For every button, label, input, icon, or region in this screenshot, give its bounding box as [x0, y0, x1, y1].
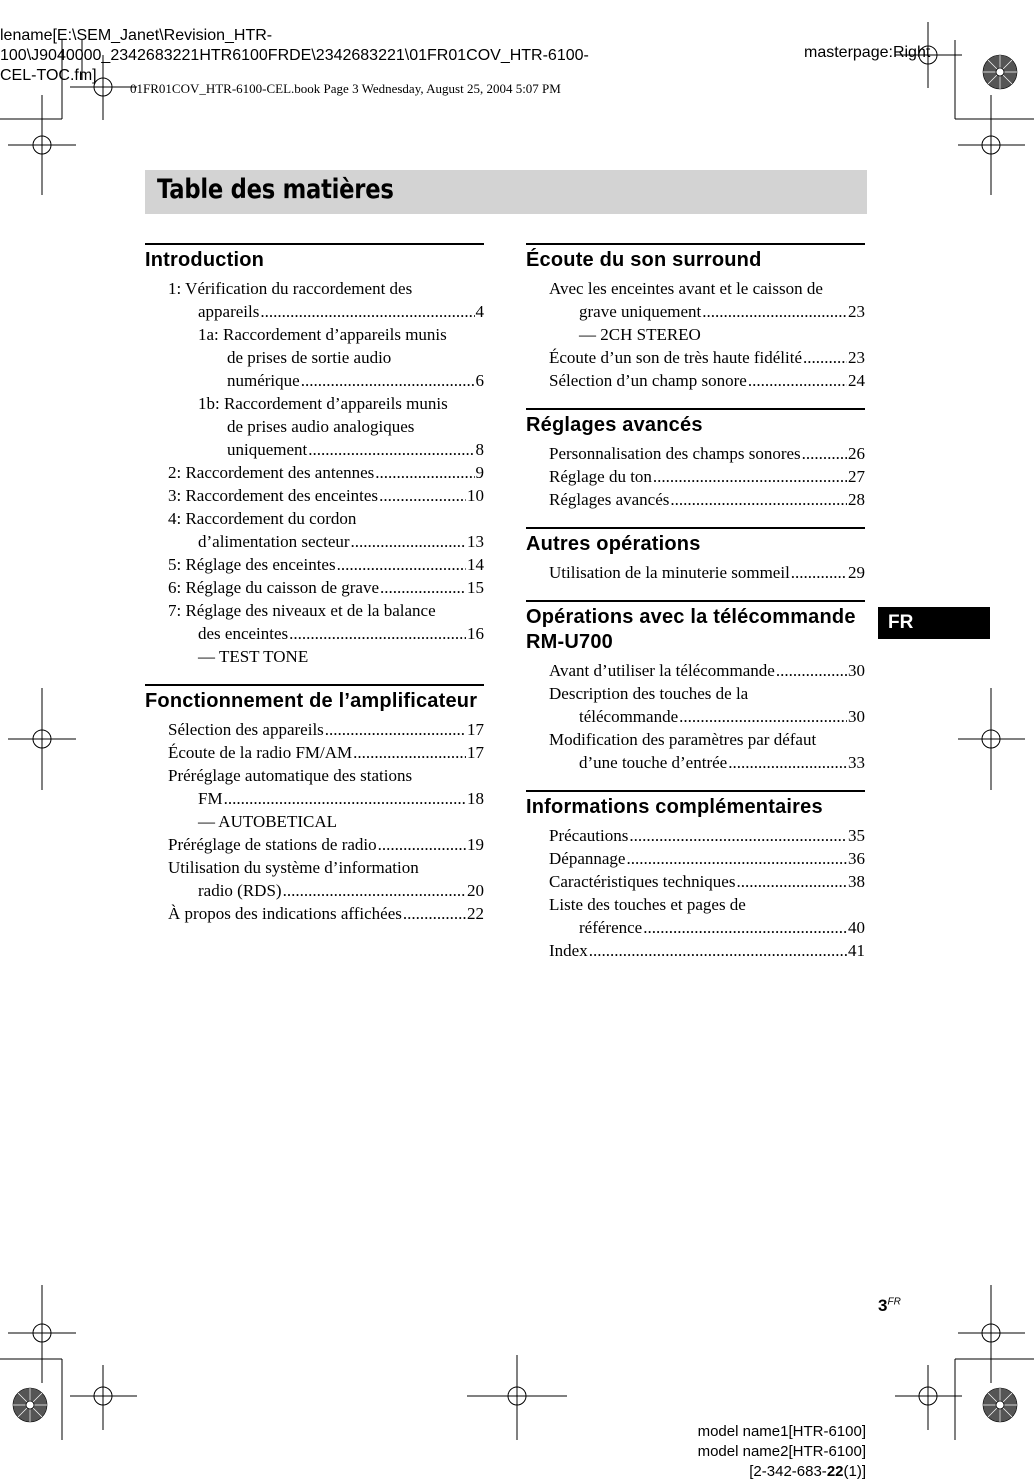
page-number-value: 3: [878, 1296, 888, 1315]
toc-entry-list: [145, 718, 484, 925]
header-book-info: 01FR01COV_HTR-6100-CEL.book Page 3 Wednesday, August 25, 2004 5:07 PM: [130, 81, 561, 96]
dot-leader: [736, 870, 847, 893]
toc-page-number: 23: [848, 348, 865, 367]
toc-page-number: 20: [467, 881, 484, 900]
toc-entry-row: [198, 369, 484, 392]
dot-leader: [728, 751, 847, 774]
section-heading: Écoute du son surround: [526, 249, 762, 271]
toc-entry-text: Écoute d’un son de très haute fidélité: [549, 348, 803, 367]
toc-entry-subtitle: — TEST TONE: [198, 647, 309, 666]
dot-leader: [643, 916, 847, 939]
toc-entry: [145, 599, 484, 668]
toc-title-bar: [145, 170, 867, 214]
dot-leader: [325, 718, 466, 741]
toc-entry-text: Index: [549, 941, 588, 960]
toc-right-column: [526, 243, 865, 978]
toc-entry-row: [168, 902, 484, 925]
section-heading: Fonctionnement de l’amplificateur: [145, 690, 478, 712]
toc-entry-line: Avec les enceintes avant et le caisson de: [549, 279, 823, 298]
toc-entry-row: [549, 300, 865, 323]
toc-entry-row: [549, 916, 865, 939]
toc-entry-row: [168, 484, 484, 507]
toc-entry-text: numérique: [227, 371, 300, 390]
toc-entry-row: [168, 461, 484, 484]
toc-page-number: 23: [848, 302, 865, 321]
toc-page-number: 41: [848, 941, 865, 960]
toc-entry-line: Modification des paramètres par défaut: [549, 730, 817, 749]
page-number-suffix: FR: [887, 1296, 901, 1308]
toc-entry-text: À propos des indications affichées: [168, 904, 402, 923]
toc-entry-row: [168, 553, 484, 576]
toc-entry-row: [549, 659, 865, 682]
toc-entry-text: télécommande: [579, 707, 679, 726]
toc-page-number: 10: [467, 486, 484, 505]
toc-entry: [145, 902, 484, 925]
toc-entry: [145, 833, 484, 856]
toc-entry-text: uniquement: [227, 440, 308, 459]
toc-page-number: 6: [475, 371, 484, 390]
toc-page-number: 30: [848, 707, 865, 726]
toc-page-number: 17: [467, 720, 484, 739]
toc-entry-row: [168, 879, 484, 902]
toc-page-number: 9: [475, 463, 484, 482]
toc-page-number: 29: [848, 563, 865, 582]
toc-section: [145, 243, 484, 668]
toc-page-number: 33: [848, 753, 865, 772]
toc-entry-line: Utilisation du système d’information: [168, 858, 419, 877]
footer-model1: model name1[HTR-6100]: [697, 1423, 866, 1440]
toc-entry-list: [526, 442, 865, 511]
toc-entry-line: 1: Vérification du raccordement des: [168, 279, 413, 298]
toc-entry-text: Sélection des appareils: [168, 720, 324, 739]
section-heading: Réglages avancés: [526, 414, 703, 436]
dot-leader: [380, 576, 466, 599]
toc-entry-text: référence: [579, 918, 643, 937]
page-number: [878, 1296, 901, 1316]
toc-entry-line: de prises audio analogiques: [227, 417, 415, 436]
toc-section: [145, 684, 484, 925]
toc-entry: [526, 277, 865, 346]
footer-code-prefix: [2-342-683-: [749, 1463, 827, 1480]
dot-leader: [337, 553, 466, 576]
toc-page-number: 35: [848, 826, 865, 845]
dot-leader: [375, 461, 474, 484]
toc-entry-row: [549, 705, 865, 728]
toc-entry-row: [549, 488, 865, 511]
toc-entry: [526, 442, 865, 465]
toc-entry-row: [549, 824, 865, 847]
toc-entry: [145, 392, 484, 461]
toc-entry-row: [168, 300, 484, 323]
toc-entry-row: [549, 346, 865, 369]
toc-entry-row: [168, 741, 484, 764]
toc-entry: [526, 346, 865, 369]
toc-entry-list: [145, 277, 484, 668]
toc-entry: [526, 870, 865, 893]
toc-entry-line: 1a: Raccordement d’appareils munis: [198, 325, 447, 344]
toc-entry-text: Avant d’utiliser la télécommande: [549, 661, 775, 680]
toc-entry-line: Préréglage automatique des stations: [168, 766, 413, 785]
toc-page-number: 14: [467, 555, 484, 574]
header-masterpage: masterpage:Right: [804, 44, 931, 61]
toc-entry-row: [168, 787, 484, 810]
toc-entry: [145, 507, 484, 553]
toc-entry-row: [549, 561, 865, 584]
toc-entry: [145, 484, 484, 507]
header-filename: lename[E:\SEM_Janet\Revision_HTR- 100\J9040000_2342683221HTR6100FRDE\2342683221\01FR01COV_HTR-6100- CEL-TOC.fm]: [0, 27, 589, 84]
toc-page-number: 26: [848, 444, 865, 463]
footer-model2: model name2[HTR-6100]: [697, 1443, 866, 1460]
toc-entry-row: [168, 833, 484, 856]
toc-entry: [526, 561, 865, 584]
toc-entry-text: FM: [198, 789, 223, 808]
footer-code: [698, 1462, 866, 1482]
toc-entry: [526, 728, 865, 774]
toc-entry-row: [549, 847, 865, 870]
dot-leader: [403, 902, 466, 925]
toc-entry-text: grave uniquement: [579, 302, 702, 321]
page-title: Table des matières: [157, 174, 394, 205]
footer-code-suffix: (1)]: [843, 1463, 866, 1480]
toc-page-number: 27: [848, 467, 865, 486]
dot-leader: [802, 442, 847, 465]
toc-entry-text: 6: Réglage du caisson de grave: [168, 578, 380, 597]
dot-leader: [776, 659, 847, 682]
toc-page-number: 4: [475, 302, 484, 321]
toc-page-number: 17: [467, 743, 484, 762]
toc-entry-text: d’alimentation secteur: [198, 532, 350, 551]
toc-entry-row: [549, 465, 865, 488]
toc-entry-text: Caractéristiques techniques: [549, 872, 736, 891]
toc-entry-text: 3: Raccordement des enceintes: [168, 486, 379, 505]
dot-leader: [702, 300, 847, 323]
dot-leader: [670, 488, 847, 511]
section-heading: Informations complémentaires: [526, 796, 823, 818]
toc-entry-text: 2: Raccordement des antennes: [168, 463, 375, 482]
toc-entry: [526, 682, 865, 728]
toc-entry-list: [526, 659, 865, 774]
toc-entry-row: [168, 718, 484, 741]
toc-entry-line: de prises de sortie audio: [227, 348, 392, 367]
dot-leader: [379, 484, 466, 507]
toc-left-column: [145, 243, 484, 941]
toc-entry-text: radio (RDS): [198, 881, 282, 900]
toc-entry-subtitle: — 2CH STEREO: [579, 325, 701, 344]
toc-page-number: 24: [848, 371, 865, 390]
toc-section: [526, 790, 865, 962]
toc-entry-row: [549, 751, 865, 774]
toc-page-number: 13: [467, 532, 484, 551]
toc-section: [526, 600, 865, 774]
toc-entry-text: Précautions: [549, 826, 629, 845]
toc-entry: [526, 488, 865, 511]
toc-entry: [145, 856, 484, 902]
toc-entry-text: 5: Réglage des enceintes: [168, 555, 336, 574]
dot-leader: [748, 369, 847, 392]
toc-entry-row: [549, 870, 865, 893]
toc-entry-list: [526, 824, 865, 962]
toc-entry: [145, 323, 484, 392]
toc-entry: [526, 824, 865, 847]
toc-entry: [145, 718, 484, 741]
toc-entry-text: des enceintes: [198, 624, 289, 643]
toc-entry-text: Personnalisation des champs sonores: [549, 444, 801, 463]
footer-model-info: [698, 1422, 866, 1482]
section-heading: Autres opérations: [526, 533, 701, 555]
dot-leader: [224, 787, 466, 810]
dot-leader: [289, 622, 466, 645]
dot-leader: [351, 530, 466, 553]
toc-entry: [145, 764, 484, 833]
toc-entry-text: Préréglage de stations de radio: [168, 835, 377, 854]
toc-page-number: 19: [467, 835, 484, 854]
toc-entry-text: Sélection d’un champ sonore: [549, 371, 747, 390]
toc-entry-text: d’une touche d’entrée: [579, 753, 728, 772]
toc-entry-text: Dépannage: [549, 849, 626, 868]
toc-page-number: 22: [467, 904, 484, 923]
toc-page-number: 16: [467, 624, 484, 643]
toc-section: [526, 408, 865, 511]
toc-entry-list: [526, 277, 865, 392]
toc-entry-text: appareils: [198, 302, 260, 321]
toc-entry-list: [526, 561, 865, 584]
toc-entry: [526, 465, 865, 488]
toc-page-number: 40: [848, 918, 865, 937]
dot-leader: [629, 824, 847, 847]
toc-entry-row: [549, 442, 865, 465]
toc-entry-text: Écoute de la radio FM/AM: [168, 743, 353, 762]
language-tab: FR: [878, 607, 990, 639]
toc-entry: [526, 369, 865, 392]
dot-leader: [308, 438, 474, 461]
toc-entry-line: 7: Réglage des niveaux et de la balance: [168, 601, 436, 620]
toc-entry-line: Liste des touches et pages de: [549, 895, 746, 914]
toc-entry: [526, 893, 865, 939]
dot-leader: [791, 561, 847, 584]
dot-leader: [283, 879, 466, 902]
toc-section: [526, 527, 865, 584]
toc-entry: [145, 741, 484, 764]
toc-entry: [145, 576, 484, 599]
dot-leader: [589, 939, 847, 962]
toc-entry-row: [168, 576, 484, 599]
toc-entry-row: [549, 939, 865, 962]
dot-leader: [679, 705, 847, 728]
dot-leader: [626, 847, 847, 870]
toc-page-number: 28: [848, 490, 865, 509]
toc-entry-row: [549, 369, 865, 392]
toc-entry-line: 1b: Raccordement d’appareils munis: [198, 394, 448, 413]
footer-code-bold: 22: [826, 1463, 844, 1480]
toc-page-number: 18: [467, 789, 484, 808]
toc-entry: [145, 461, 484, 484]
toc-entry-row: [198, 438, 484, 461]
toc-entry-text: Réglages avancés: [549, 490, 670, 509]
dot-leader: [260, 300, 474, 323]
toc-entry-text: Réglage du ton: [549, 467, 652, 486]
toc-entry-line: 4: Raccordement du cordon: [168, 509, 357, 528]
section-heading: Opérations avec la télécommande RM-U700: [526, 606, 856, 653]
dot-leader: [653, 465, 847, 488]
toc-page-number: 38: [848, 872, 865, 891]
toc-entry: [526, 847, 865, 870]
toc-entry-row: [168, 530, 484, 553]
dot-leader: [378, 833, 466, 856]
dot-leader: [301, 369, 475, 392]
section-heading: Introduction: [145, 249, 265, 271]
dot-leader: [803, 346, 847, 369]
toc-entry-text: Utilisation de la minuterie sommeil: [549, 563, 790, 582]
toc-page-number: 30: [848, 661, 865, 680]
toc-entry: [526, 939, 865, 962]
toc-section: [526, 243, 865, 392]
toc-entry: [145, 277, 484, 323]
toc-entry-line: Description des touches de la: [549, 684, 749, 703]
toc-page-number: 15: [467, 578, 484, 597]
toc-page-number: 8: [475, 440, 484, 459]
toc-entry-subtitle: — AUTOBETICAL: [198, 812, 337, 831]
toc-entry: [526, 659, 865, 682]
toc-page-number: 36: [848, 849, 865, 868]
toc-entry-row: [168, 622, 484, 645]
dot-leader: [353, 741, 466, 764]
toc-entry: [145, 553, 484, 576]
